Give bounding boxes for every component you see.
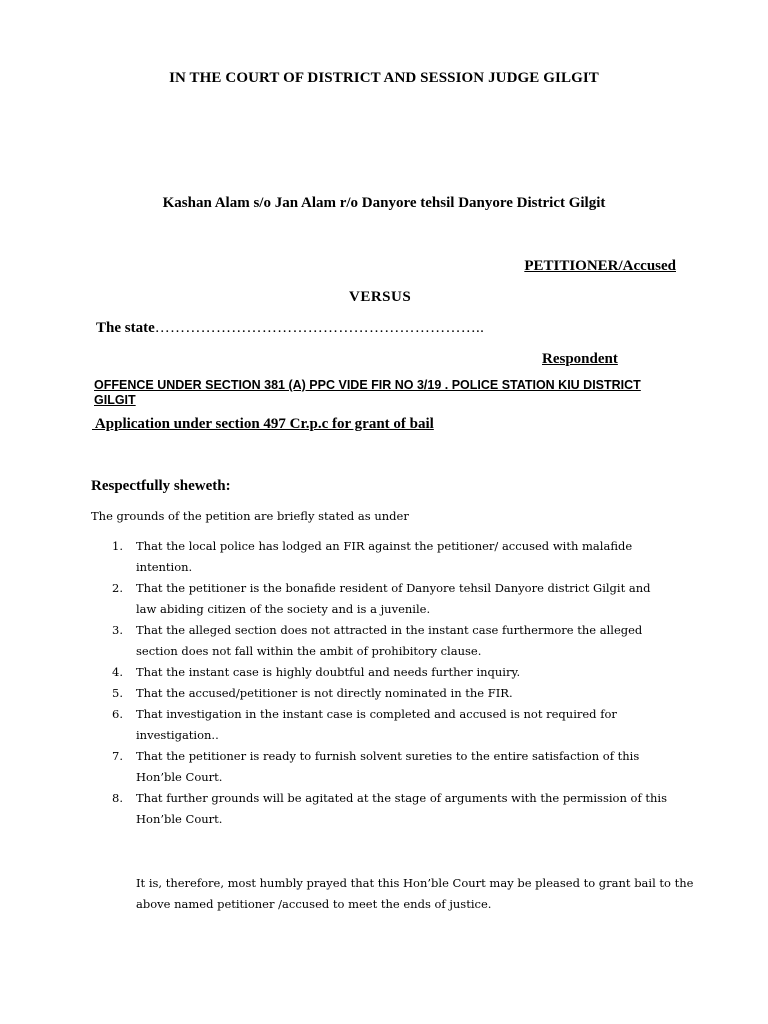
ground-number: 5. (112, 686, 123, 700)
ground-number: 1. (112, 539, 123, 553)
ground-number: 7. (112, 749, 123, 763)
grounds-list (112, 536, 672, 830)
petitioner-details: Kashan Alam s/o Jan Alam r/o Danyore tehsil Danyore District Gilgit (162, 195, 606, 211)
state-dots: ……………………………………………………….. (154, 320, 485, 336)
ground-item (112, 536, 672, 578)
petitioner-role-label: PETITIONER/Accused (524, 258, 676, 274)
ground-text: That the alleged section does not attracted in the instant case furthermore the alleged section does not fall within the ambit of prohibitory clause. (136, 623, 643, 658)
offence-heading: OFFENCE UNDER SECTION 381 (A) PPC VIDE FIR NO 3/19 . POLICE STATION KIU DISTRICT GILGIT (94, 378, 641, 407)
state-label: The state (96, 320, 155, 336)
ground-item (112, 578, 672, 620)
ground-text: That investigation in the instant case is completed and accused is not required for investigation.. (136, 707, 617, 742)
ground-number: 8. (112, 791, 123, 805)
salutation: Respectfully sheweth: (91, 478, 231, 494)
prayer-paragraph: It is, therefore, most humbly prayed that this Hon’ble Court may be pleased to grant bail to the above named petitioner /accused to meet the ends of justice. (136, 876, 694, 911)
ground-number: 2. (112, 581, 123, 595)
ground-number: 6. (112, 707, 123, 721)
versus-label: VERSUS (349, 289, 412, 305)
ground-text: That the local police has lodged an FIR against the petitioner/ accused with malafide intention. (136, 539, 633, 574)
ground-text: That further grounds will be agitated at the stage of arguments with the permission of this Hon’ble Court. (136, 791, 667, 826)
ground-item (112, 662, 672, 683)
court-title: IN THE COURT OF DISTRICT AND SESSION JUDGE GILGIT (169, 70, 599, 86)
ground-item (112, 788, 672, 830)
ground-number: 4. (112, 665, 123, 679)
ground-item (112, 683, 672, 704)
ground-text: That the instant case is highly doubtful and needs further inquiry. (136, 665, 521, 679)
ground-text: That the petitioner is ready to furnish solvent sureties to the entire satisfaction of this Hon’ble Court. (136, 749, 640, 784)
ground-number: 3. (112, 623, 123, 637)
ground-item (112, 746, 672, 788)
application-heading: Application under section 497 Cr.p.c for grant of bail (92, 416, 434, 432)
ground-item (112, 620, 672, 662)
ground-text: That the accused/petitioner is not directly nominated in the FIR. (136, 686, 513, 700)
respondent-role-label: Respondent (542, 351, 618, 367)
state-line (96, 320, 484, 337)
grounds-intro: The grounds of the petition are briefly stated as under (91, 509, 409, 523)
ground-text: That the petitioner is the bonafide resident of Danyore tehsil Danyore district Gilgit and law abiding citizen of the society and is a juvenile. (136, 581, 651, 616)
ground-item (112, 704, 672, 746)
